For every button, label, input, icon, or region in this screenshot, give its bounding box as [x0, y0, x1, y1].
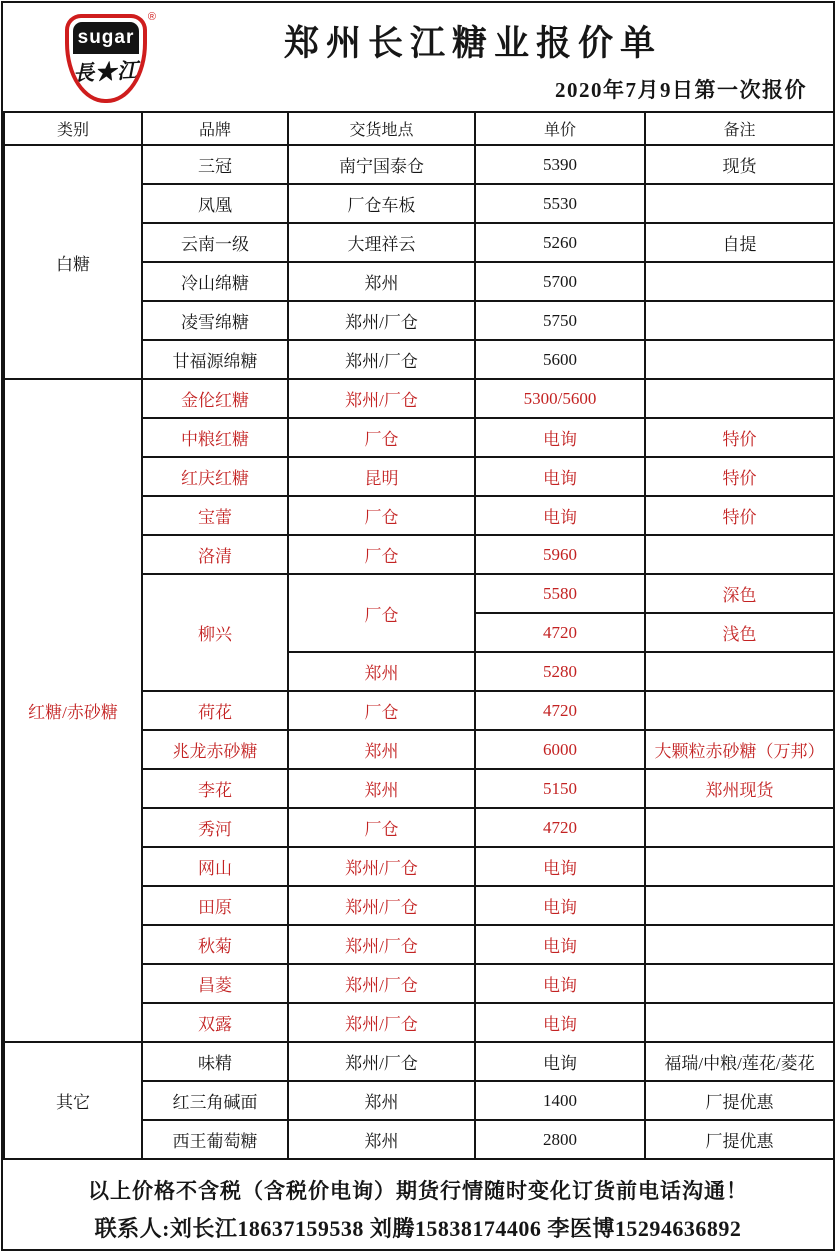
- table-cell: 现货: [645, 145, 834, 184]
- table-cell: 三冠: [142, 145, 288, 184]
- table-cell: [645, 262, 834, 301]
- table-cell: 李花: [142, 769, 288, 808]
- table-row: [4, 1042, 834, 1081]
- table-cell: 昌菱: [142, 964, 288, 1003]
- table-cell: [645, 1003, 834, 1042]
- table-cell: 柳兴: [142, 574, 288, 691]
- sheet-footer: [3, 1160, 833, 1243]
- table-cell: 红庆红糖: [142, 457, 288, 496]
- table-cell: 厂仓: [288, 496, 475, 535]
- table-row: [4, 145, 834, 184]
- table-cell: 西王葡萄糖: [142, 1120, 288, 1159]
- table-cell: 5600: [475, 340, 645, 379]
- table-cell: 厂仓: [288, 574, 475, 652]
- table-cell: 云南一级: [142, 223, 288, 262]
- table-cell: 厂仓: [288, 808, 475, 847]
- table-cell: 5960: [475, 535, 645, 574]
- table-cell: 郑州/厂仓: [288, 886, 475, 925]
- table-cell: 厂提优惠: [645, 1081, 834, 1120]
- column-header: 备注: [645, 112, 834, 145]
- table-cell: 1400: [475, 1081, 645, 1120]
- table-cell: 郑州/厂仓: [288, 379, 475, 418]
- table-cell: 5280: [475, 652, 645, 691]
- table-cell: 郑州/厂仓: [288, 301, 475, 340]
- table-cell: 双露: [142, 1003, 288, 1042]
- table-cell: 大颗粒赤砂糖（万邦）: [645, 730, 834, 769]
- page-title: 郑州长江糖业报价单: [283, 24, 662, 63]
- column-header: 单价: [475, 112, 645, 145]
- table-cell: 特价: [645, 418, 834, 457]
- table-cell: 秀河: [142, 808, 288, 847]
- table-cell: 宝蕾: [142, 496, 288, 535]
- category-cell: 白糖: [4, 145, 142, 379]
- table-cell: 红三角碱面: [142, 1081, 288, 1120]
- table-cell: [645, 847, 834, 886]
- table-cell: 深色: [645, 574, 834, 613]
- table-cell: 电询: [475, 1042, 645, 1081]
- registered-trademark-icon: ®: [147, 11, 156, 23]
- table-cell: [645, 691, 834, 730]
- table-cell: 厂仓车板: [288, 184, 475, 223]
- table-cell: 电询: [475, 418, 645, 457]
- table-cell: 郑州现货: [645, 769, 834, 808]
- table-cell: 郑州: [288, 1120, 475, 1159]
- table-cell: 郑州: [288, 730, 475, 769]
- table-cell: 荷花: [142, 691, 288, 730]
- logo-chinese-text: 長★江: [72, 58, 140, 86]
- table-cell: 特价: [645, 496, 834, 535]
- table-cell: [645, 886, 834, 925]
- table-cell: 电询: [475, 964, 645, 1003]
- table-cell: 中粮红糖: [142, 418, 288, 457]
- table-cell: 5300/5600: [475, 379, 645, 418]
- table-cell: 甘福源绵糖: [142, 340, 288, 379]
- table-cell: 自提: [645, 223, 834, 262]
- table-cell: 厂仓: [288, 535, 475, 574]
- table-cell: 5150: [475, 769, 645, 808]
- table-cell: [645, 184, 834, 223]
- table-cell: [645, 808, 834, 847]
- column-header: 类别: [4, 112, 142, 145]
- table-cell: 昆明: [288, 457, 475, 496]
- logo-brand-text: sugar: [73, 22, 139, 54]
- footer-notice: 以上价格不含税（含税价电询）期货行情随时变化订货前电话沟通！: [88, 1179, 748, 1203]
- table-cell: 电询: [475, 925, 645, 964]
- table-cell: 郑州: [288, 1081, 475, 1120]
- table-cell: 电询: [475, 457, 645, 496]
- table-cell: 兆龙赤砂糖: [142, 730, 288, 769]
- table-cell: 郑州/厂仓: [288, 340, 475, 379]
- table-cell: 4720: [475, 691, 645, 730]
- table-cell: 5700: [475, 262, 645, 301]
- table-cell: 田原: [142, 886, 288, 925]
- footer-contacts: 联系人:刘长江18637159538 刘腾15838174406 李医博15294636892: [94, 1216, 742, 1241]
- table-cell: 电询: [475, 847, 645, 886]
- table-cell: [645, 925, 834, 964]
- table-cell: 厂仓: [288, 691, 475, 730]
- table-cell: 金伦红糖: [142, 379, 288, 418]
- table-cell: 郑州: [288, 769, 475, 808]
- column-header: 交货地点: [288, 112, 475, 145]
- table-cell: 电询: [475, 1003, 645, 1042]
- table-cell: 电询: [475, 886, 645, 925]
- table-cell: 大理祥云: [288, 223, 475, 262]
- table-cell: 南宁国泰仓: [288, 145, 475, 184]
- table-cell: [645, 652, 834, 691]
- table-cell: [645, 964, 834, 1003]
- table-cell: 网山: [142, 847, 288, 886]
- table-cell: 郑州/厂仓: [288, 964, 475, 1003]
- table-cell: 6000: [475, 730, 645, 769]
- category-cell: 其它: [4, 1042, 142, 1159]
- table-cell: 郑州/厂仓: [288, 1042, 475, 1081]
- quote-date: 2020年7月9日第一次报价: [555, 78, 807, 102]
- table-row: [4, 379, 834, 418]
- quotation-sheet: [1, 1, 835, 1251]
- table-cell: 5390: [475, 145, 645, 184]
- table-cell: [645, 535, 834, 574]
- table-cell: 电询: [475, 496, 645, 535]
- table-cell: 5530: [475, 184, 645, 223]
- table-cell: 2800: [475, 1120, 645, 1159]
- table-cell: 厂提优惠: [645, 1120, 834, 1159]
- table-cell: 4720: [475, 808, 645, 847]
- table-cell: 秋菊: [142, 925, 288, 964]
- table-cell: 4720: [475, 613, 645, 652]
- table-cell: 凌雪绵糖: [142, 301, 288, 340]
- category-cell: 红糖/赤砂糖: [4, 379, 142, 1042]
- table-cell: 福瑞/中粮/莲花/菱花: [645, 1042, 834, 1081]
- table-cell: 特价: [645, 457, 834, 496]
- table-cell: 浅色: [645, 613, 834, 652]
- table-cell: 厂仓: [288, 418, 475, 457]
- table-cell: 郑州/厂仓: [288, 847, 475, 886]
- table-cell: [645, 301, 834, 340]
- table-cell: [645, 379, 834, 418]
- table-cell: 郑州/厂仓: [288, 1003, 475, 1042]
- table-cell: 5580: [475, 574, 645, 613]
- table-cell: 5750: [475, 301, 645, 340]
- table-cell: 郑州/厂仓: [288, 925, 475, 964]
- table-cell: 洛清: [142, 535, 288, 574]
- table-cell: 冷山绵糖: [142, 262, 288, 301]
- column-header: 品牌: [142, 112, 288, 145]
- table-cell: 郑州: [288, 262, 475, 301]
- table-cell: [645, 340, 834, 379]
- sheet-header: [3, 3, 833, 111]
- table-cell: 郑州: [288, 652, 475, 691]
- table-header-row: [4, 112, 834, 145]
- price-table: [3, 111, 835, 1160]
- table-cell: 5260: [475, 223, 645, 262]
- table-cell: 味精: [142, 1042, 288, 1081]
- table-cell: 凤凰: [142, 184, 288, 223]
